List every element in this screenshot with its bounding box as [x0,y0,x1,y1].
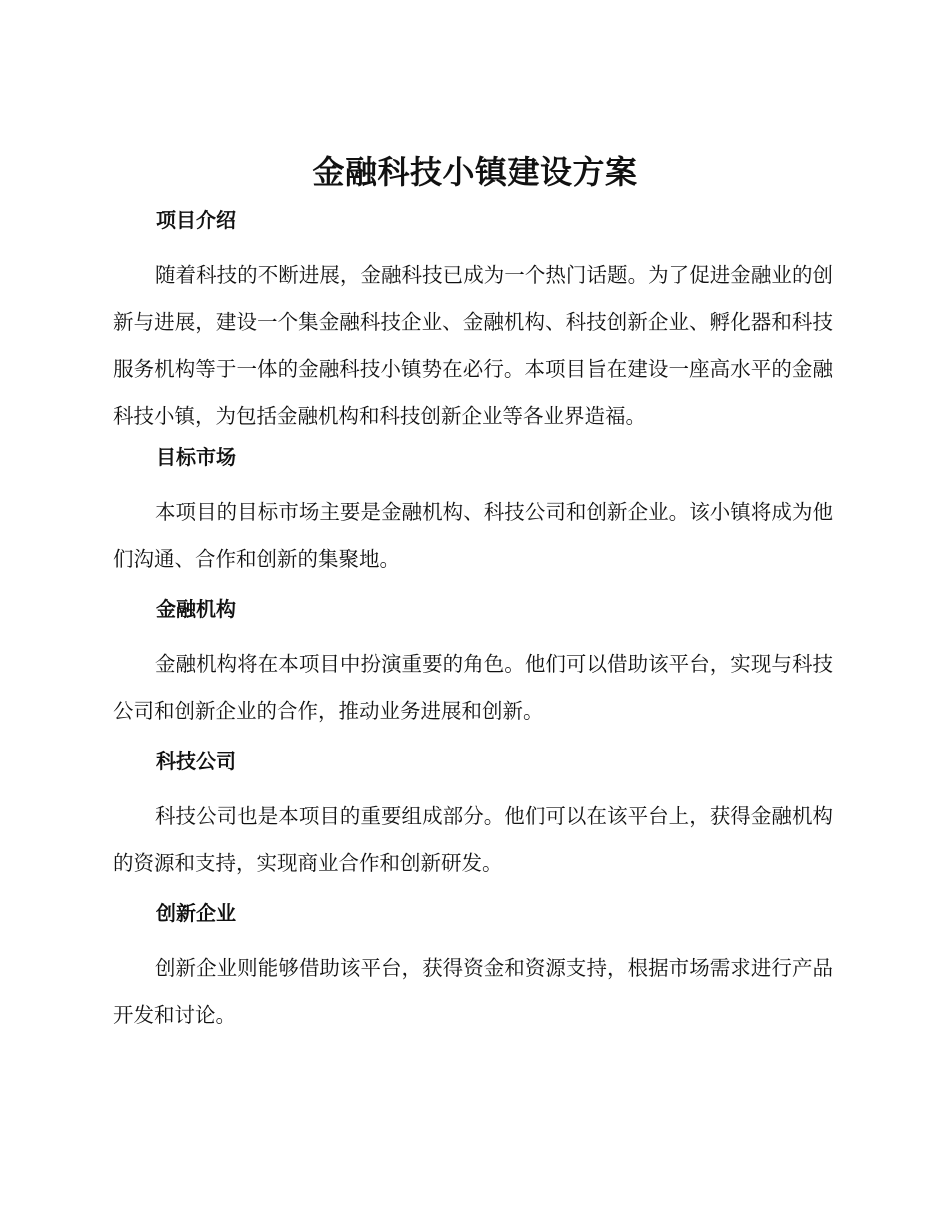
section-heading-innovative-enterprises: 创新企业 [156,901,236,925]
section-heading-project-intro: 项目介绍 [156,208,236,232]
section-body-target-market: 本项目的目标市场主要是金融机构、科技公司和创新企业。该小镇将成为他们沟通、合作和创新的集聚地。 [113,500,833,571]
section-heading-target-market: 目标市场 [156,445,236,469]
section-body-financial-institutions: 金融机构将在本项目中扮演重要的角色。他们可以借助该平台，实现与科技公司和创新企业的合作，推动业务进展和创新。 [113,652,833,723]
document-title: 金融科技小镇建设方案 [312,153,638,191]
section-heading-tech-companies: 科技公司 [156,749,236,773]
section-body-innovative-enterprises: 创新企业则能够借助该平台，获得资金和资源支持，根据市场需求进行产品开发和讨论。 [113,956,833,1027]
section-body-project-intro: 随着科技的不断进展，金融科技已成为一个热门话题。为了促进金融业的创新与进展，建设一个集金融科技企业、金融机构、科技创新企业、孵化器和科技服务机构等于一体的金融科技小镇势在必行。本项目旨在建设一座高水平的金融科技小镇，为包括金融机构和科技创新企业等各业界造福。 [113,263,833,428]
section-heading-financial-institutions: 金融机构 [156,597,236,621]
section-body-tech-companies: 科技公司也是本项目的重要组成部分。他们可以在该平台上，获得金融机构的资源和支持，实现商业合作和创新研发。 [113,804,833,875]
